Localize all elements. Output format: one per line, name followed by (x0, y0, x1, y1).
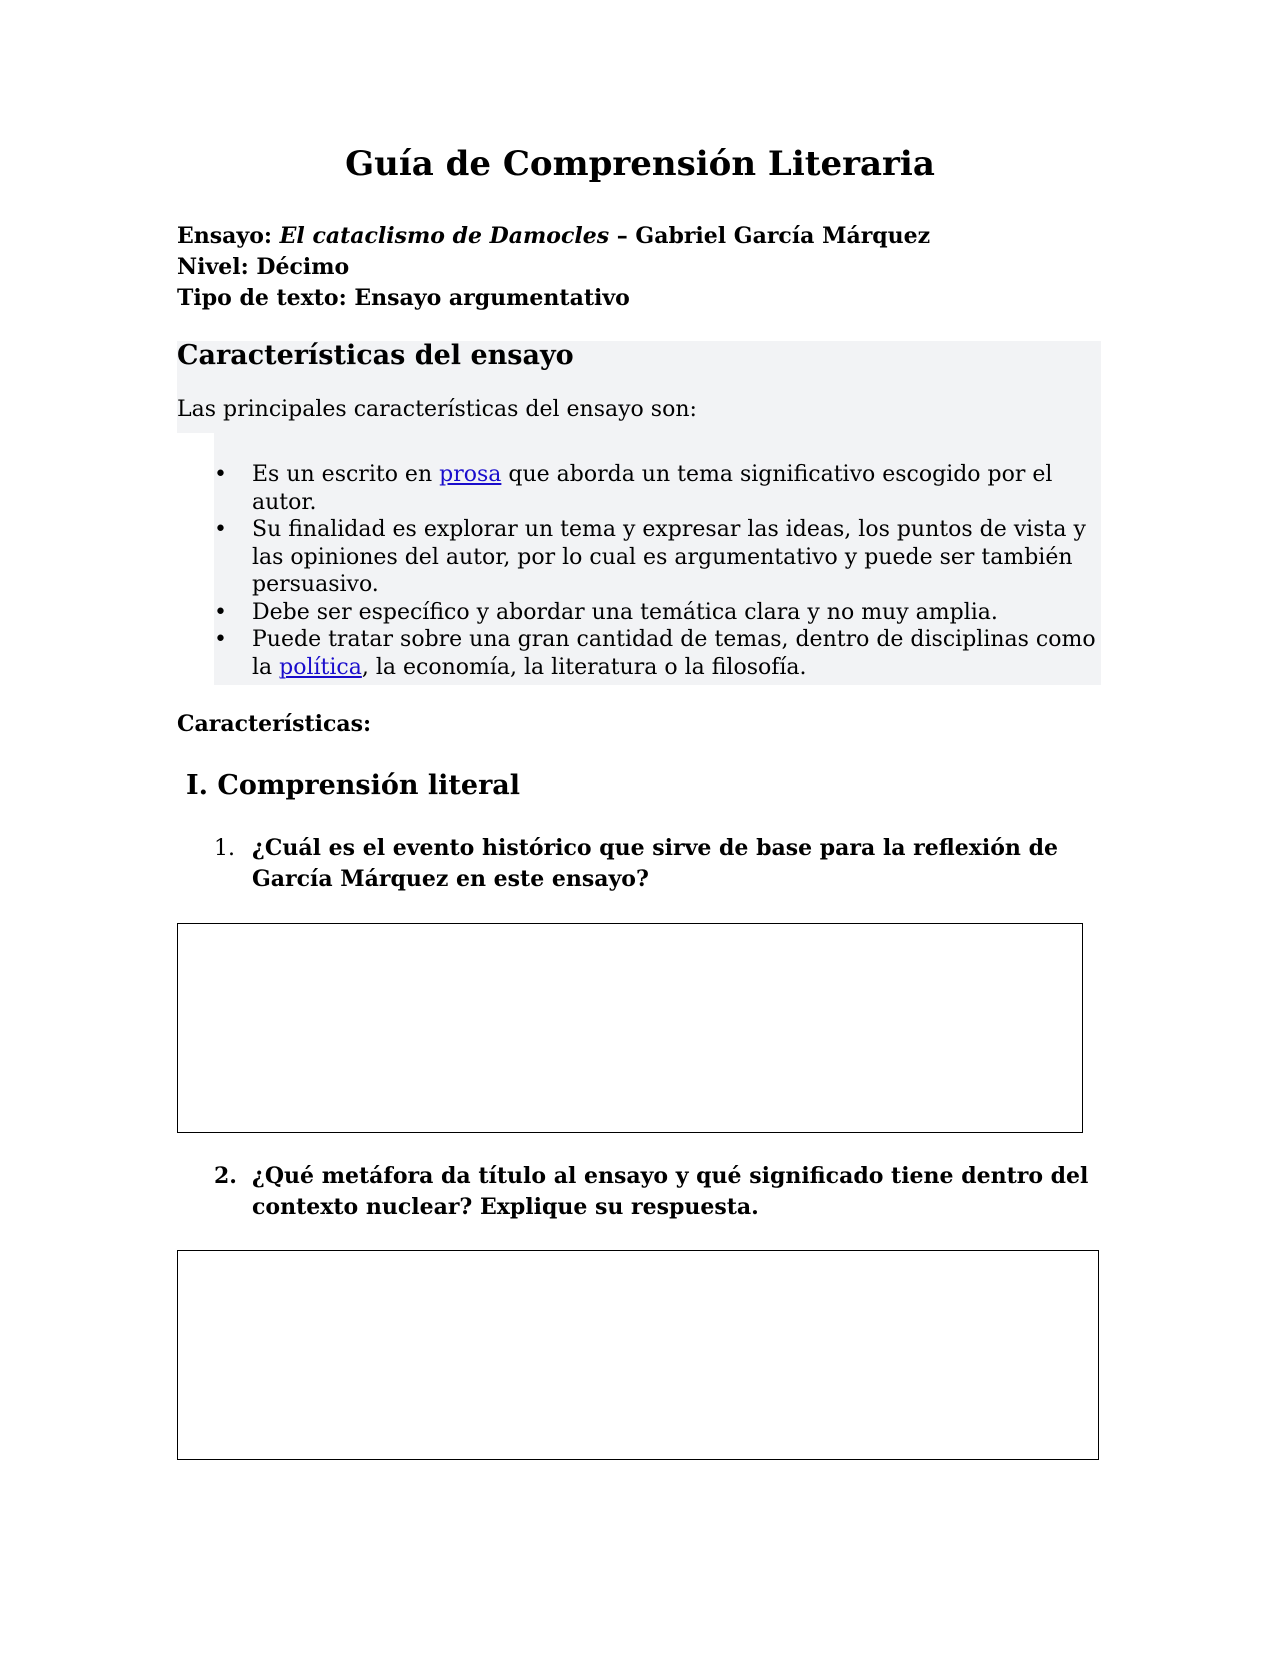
bullet-text-before: Es un escrito en (252, 462, 440, 487)
answer-2-field[interactable] (177, 1250, 1099, 1460)
question-1-number: 1. (214, 836, 235, 861)
essay-title: El cataclismo de Damocles (279, 223, 610, 249)
bullet-icon: • (214, 517, 227, 542)
document-meta (177, 221, 930, 314)
answer-1-field[interactable] (177, 923, 1083, 1133)
essay-line (177, 221, 930, 252)
level-value: Décimo (256, 254, 350, 280)
features-list (214, 461, 1101, 681)
features-heading: Características del ensayo (177, 340, 574, 371)
list-item (214, 626, 1101, 681)
features-intro: Las principales características del ensayo son: (177, 397, 697, 422)
bullet-icon: • (214, 599, 227, 625)
list-item (214, 516, 1101, 599)
characteristics-label: Características: (177, 711, 372, 737)
bullet-icon: • (214, 627, 227, 652)
prosa-link[interactable]: prosa (439, 462, 502, 487)
list-item (214, 461, 1101, 516)
politica-link[interactable]: política (279, 654, 362, 680)
question-1 (214, 833, 1101, 895)
bullet-text: Debe ser específico y abordar una temática clara y no muy amplia. (252, 599, 998, 625)
question-2-text: ¿Qué metáfora da título al ensayo y qué significado tiene dentro del contexto nuclear? Explique su respuesta. (252, 1163, 1089, 1220)
document-title: Guía de Comprensión Literaria (345, 144, 935, 184)
bullet-text: Su finalidad es explorar un tema y expresar las ideas, los puntos de vista y las opiniones del autor, por lo cual es argumentativo y puede ser también persuasivo. (252, 517, 1086, 597)
question-1-text: ¿Cuál es el evento histórico que sirve de base para la reflexión de García Márquez en este ensayo? (252, 835, 1058, 892)
bullet-text-after: que aborda un tema significativo escogido por el autor. (252, 462, 1053, 515)
type-line (177, 283, 930, 314)
bullet-text-after: , la economía, la literatura o la filosofía. (361, 654, 807, 680)
level-label: Nivel: (177, 254, 249, 280)
essay-author: – Gabriel García Márquez (616, 223, 931, 249)
question-2-number: 2. (214, 1163, 237, 1189)
type-value: Ensayo argumentativo (354, 285, 630, 311)
bullet-text-before: Puede tratar sobre una gran cantidad de temas, dentro de disciplinas como la (252, 627, 1096, 680)
part-one-heading: I. Comprensión literal (186, 770, 521, 801)
essay-label: Ensayo: (177, 223, 272, 249)
type-label: Tipo de texto: (177, 285, 347, 311)
level-line (177, 252, 930, 283)
question-2 (214, 1161, 1101, 1223)
bullet-icon: • (214, 462, 227, 487)
list-item (214, 599, 1101, 627)
